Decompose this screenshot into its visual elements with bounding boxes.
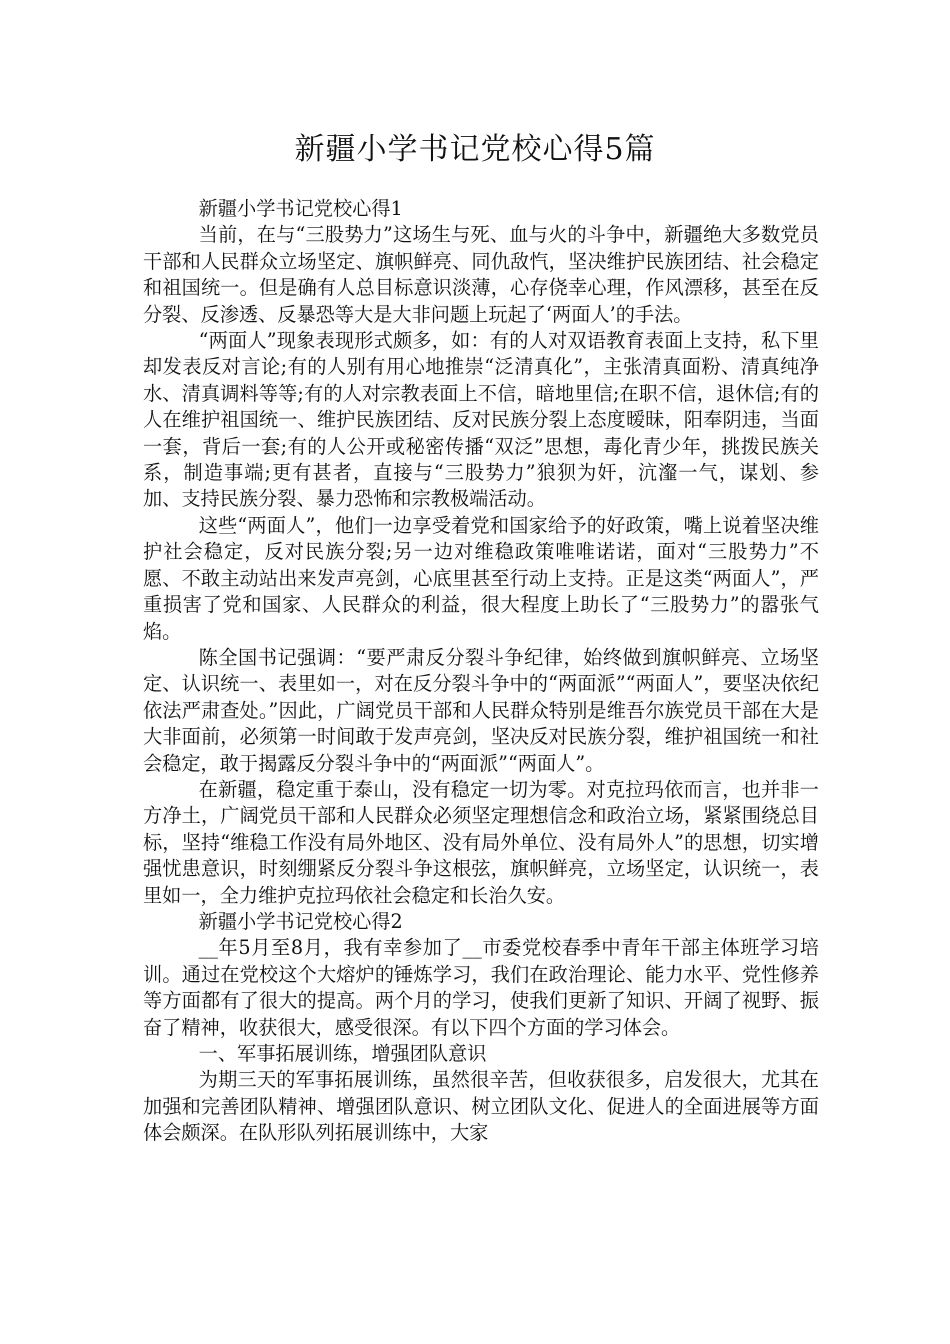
document-title: 新疆小学书记党校心得5篇 xyxy=(294,132,656,167)
paragraph: 为期三天的军事拓展训练，虽然很辛苦，但收获很多，启发很大，尤其在加强和完善团队精神、增强团队意识、树立团队文化、促进人的全面进展等方面体会颇深。在队形队列拓展训练中，大家 xyxy=(143,1068,819,1145)
paragraph: 当前，在与“三股势力”这场生与死、血与火的斗争中，新疆绝大多数党员干部和人民群众立场坚定、旗帜鲜亮、同仇敌忾，坚决维护民族团结、社会稳定和祖国统一。但是确有人总目标意识淡薄，心存侥幸心理，作风漂移，甚至在反分裂、反渗透、反暴恐等大是大非问题上玩起了‘两面人’的手法。 xyxy=(143,223,819,326)
section-heading-1: 新疆小学书记党校心得1 xyxy=(198,197,403,220)
paragraph: 陈全国书记强调：“要严肃反分裂斗争纪律，始终做到旗帜鲜亮、立场坚定、认识统一、表里如一，对在反分裂斗争中的“两面派”“两面人”，要坚决依纪依法严肃查处。”因此，广阔党员干部和人民群众特别是维吾尔族党员干部在大是大非面前，必须第一时间敢于发声亮剑，坚决反对民族分裂，维护祖国统一和社会稳定，敢于揭露反分裂斗争中的“两面派”“两面人”。 xyxy=(143,645,819,775)
paragraph: 在新疆，稳定重于泰山，没有稳定一切为零。对克拉玛依而言，也并非一方净土，广阔党员干部和人民群众必须坚定理想信念和政治立场，紧紧围绕总目标，坚持“维稳工作没有局外地区、没有局外单位、没有局外人”的思想，切实增强忧患意识，时刻绷紧反分裂斗争这根弦，旗帜鲜亮，立场坚定，认识统一，表里如一，全力维护克拉玛依社会稳定和长治久安。 xyxy=(143,777,819,907)
paragraph: __年5月至8月，我有幸参加了__市委党校春季中青年干部主体班学习培训。通过在党校这个大熔炉的锤炼学习，我们在政治理论、能力水平、党性修养等方面都有了很大的提高。两个月的学习，使我们更新了知识、开阔了视野、振奋了精神，收获很大，感受很深。有以下四个方面的学习体会。 xyxy=(143,936,819,1039)
paragraph: 这些“两面人”，他们一边享受着党和国家给予的好政策，嘴上说着坚决维护社会稳定，反对民族分裂;另一边对维稳政策唯唯诺诺，面对“三股势力”不愿、不敢主动站出来发声亮剑，心底里甚至行动上支持。正是这类“两面人”，严重损害了党和国家、人民群众的利益，很大程度上助长了“三股势力”的嚣张气焰。 xyxy=(143,513,819,643)
document-body xyxy=(143,196,819,1147)
section-heading-2: 新疆小学书记党校心得2 xyxy=(198,909,403,933)
paragraph: “两面人”现象表现形式颇多，如：有的人对双语教育表面上支持，私下里却发表反对言论;有的人别有用心地推崇“泛清真化”，主张清真面粉、清真纯净水、清真调料等等;有的人对宗教表面上不信，暗地里信;在职不信，退休信;有的人在维护祖国统一、维护民族团结、反对民族分裂上态度暧昧，阳奉阴违，当面一套，背后一套;有的人公开或秘密传播“双泛”思想，毒化青少年，挑拨民族关系，制造事端;更有甚者，直接与“三股势力”狼狈为奸，沆瀣一气，谋划、参加、支持民族分裂、暴力恐怖和宗教极端活动。 xyxy=(143,329,819,511)
subsection-heading: 一、军事拓展训练，增强团队意识 xyxy=(198,1042,487,1065)
